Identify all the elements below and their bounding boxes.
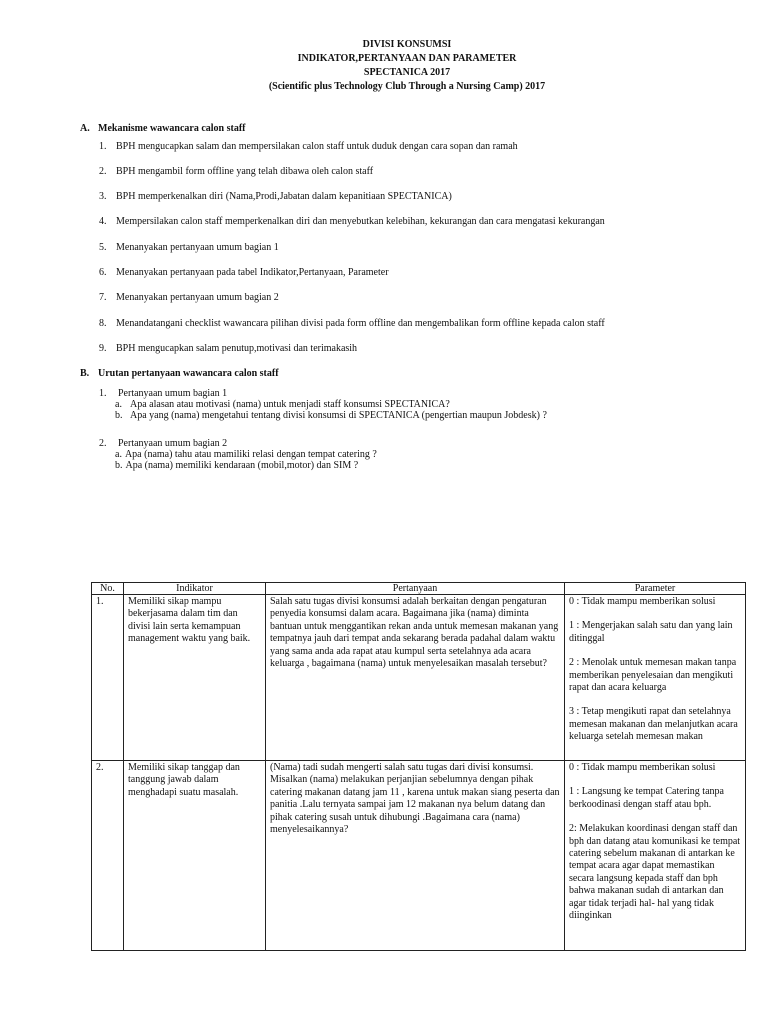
indicator-table [91, 582, 746, 951]
question-group [99, 438, 377, 471]
parameter-item: 2: Melakukan koordinasi dengan staff dan bph dan datang atau komunikasi ke tempat catering sebelum makanan di antarkan ke tempat acara agar dapat memastikan secara langsung kepada staff dan bph bahwa makanan sudah di antarkan dan agar tidak terjadi hal- hal yang tidak diinginkan [569, 823, 741, 922]
list-item [99, 191, 452, 203]
question-text: Apa yang (nama) mengetahui tentang divisi konsumsi di SPECTANICA (pengertian maupun Jobdesk) ? [130, 410, 547, 421]
list-item-text: Mempersilakan calon staff memperkenalkan diri dan menyebutkan kelebihan, kekurangan dan cara mengatasi kekurangan [116, 216, 605, 227]
list-item [99, 166, 373, 178]
header-line-2: INDIKATOR,PERTANYAAN DAN PARAMETER [297, 53, 517, 64]
list-item-text: Menanyakan pertanyaan pada tabel Indikator,Pertanyaan, Parameter [116, 267, 389, 278]
list-item-text: Menandatangani checklist wawancara pilihan divisi pada form offline dan mengembalikan form offline kepada calon staff [116, 318, 605, 329]
question-mark: a. [115, 399, 122, 410]
list-item-number: 1. [99, 141, 107, 152]
document-header [0, 38, 768, 94]
list-item-number: 8. [99, 318, 107, 329]
list-item-text: BPH mengambil form offline yang telah dibawa oleh calon staff [116, 166, 374, 177]
list-item-text: BPH memperkenalkan diri (Nama,Prodi,Jabatan dalam kepanitiaan SPECTANICA) [116, 191, 452, 202]
cell-indikator: Memiliki sikap mampu bekerjasama dalam tim dan divisi lain serta kemampuan management waktu yang baik. [124, 595, 266, 761]
header-line-4: (Scientific plus Technology Club Through a Nursing Camp) 2017 [268, 81, 546, 92]
parameter-item: 0 : Tidak mampu memberikan solusi [569, 762, 716, 773]
list-item-text: Menanyakan pertanyaan umum bagian 1 [116, 242, 279, 253]
cell-indikator: Memiliki sikap tanggap dan tanggung jawab dalam menghadapi suatu masalah. [124, 761, 266, 951]
question-item [115, 460, 377, 471]
section-b-title-text: Urutan pertanyaan wawancara calon staff [98, 368, 279, 379]
section-a-letter: A. [80, 123, 90, 134]
column-header-no: No. [92, 583, 124, 595]
column-header-indikator: Indikator [124, 583, 266, 595]
question-group-label: Pertanyaan umum bagian 2 [118, 438, 228, 449]
question-item [115, 410, 547, 421]
parameter-item: 1 : Langsung ke tempat Catering tanpa berkoodinasi dengan staff atau bph. [569, 786, 724, 810]
table-header-row [92, 583, 746, 595]
list-item [99, 343, 357, 355]
table-row [92, 761, 746, 951]
list-item-number: 5. [99, 242, 107, 253]
list-item-text: Menanyakan pertanyaan umum bagian 2 [116, 292, 279, 303]
question-paragraph: (Nama) tadi sudah mengerti salah satu tugas dari divisi konsumsi. [270, 762, 534, 773]
list-item [99, 141, 518, 153]
question-text: Apa (nama) memiliki kendaraan (mobil,motor) dan SIM ? [125, 460, 359, 471]
table-row [92, 595, 746, 761]
list-item [99, 267, 389, 279]
question-group [99, 388, 547, 421]
cell-pertanyaan: Salah satu tugas divisi konsumsi adalah berkaitan dengan pengaturan penyedia konsumsi dalam acara. Bagaimana jika (nama) diminta bantuan untuk menggantikan rekan anda untuk memesan makanan yang tempatnya jauh dari tempat anda sekarang berada padahal dalam waktu yang sama anda ada rapat atau kumpul serta setelahnya ada acara keluarga , bagaimana (nama) untuk menyelesaikan masalah tersebut? [266, 595, 565, 761]
question-group-label: Pertanyaan umum bagian 1 [118, 388, 228, 399]
cell-parameter [565, 761, 746, 951]
cell-no: 2. [92, 761, 124, 951]
section-b-title [80, 368, 279, 380]
question-mark: b. [115, 460, 123, 471]
parameter-item: 0 : Tidak mampu memberikan solusi [569, 596, 716, 607]
section-b-letter: B. [80, 368, 90, 379]
list-item [99, 318, 605, 330]
cell-parameter [565, 595, 746, 761]
parameter-item: 3 : Tetap mengikuti rapat dan setelahnya memesan makanan dan melanjutkan acara keluarga setelah memesan makan [569, 706, 738, 743]
list-item-number: 6. [99, 267, 107, 278]
list-item-text: BPH mengucapkan salam penutup,motivasi dan terimakasih [116, 343, 358, 354]
list-item-number: 4. [99, 216, 107, 227]
cell-pertanyaan [266, 761, 565, 951]
list-item-number: 9. [99, 343, 107, 354]
parameter-item: 1 : Mengerjakan salah satu dan yang lain ditinggal [569, 620, 733, 644]
list-item-number: 3. [99, 191, 107, 202]
question-mark: a. [115, 449, 122, 460]
list-item [99, 292, 279, 304]
question-text: Apa alasan atau motivasi (nama) untuk menjadi staff konsumsi SPECTANICA? [130, 399, 450, 410]
section-a-title [80, 123, 245, 135]
list-item [99, 242, 279, 254]
header-line-1: DIVISI KONSUMSI [362, 39, 452, 50]
question-text: Apa (nama) tahu atau mamiliki relasi dengan tempat catering ? [124, 449, 377, 460]
list-item [99, 216, 605, 228]
question-mark: b. [115, 410, 123, 421]
list-item-number: 7. [99, 292, 107, 303]
list-item-text: BPH mengucapkan salam dan mempersilakan calon staff untuk duduk dengan cara sopan dan ramah [116, 141, 518, 152]
question-group-number: 1. [99, 388, 107, 399]
column-header-pertanyaan: Pertanyaan [266, 583, 565, 595]
question-group-number: 2. [99, 438, 107, 449]
header-line-3: SPECTANICA 2017 [363, 67, 451, 78]
list-item-number: 2. [99, 166, 107, 177]
column-header-parameter: Parameter [565, 583, 746, 595]
question-item [115, 399, 547, 410]
parameter-item: 2 : Menolak untuk memesan makan tanpa memberikan penyelesaian dan mengikuti rapat dan acara keluarga [569, 657, 737, 694]
section-a-title-text: Mekanisme wawancara calon staff [98, 123, 246, 134]
question-paragraph: Misalkan (nama) melakukan perjanjian sebelumnya dengan pihak catering makanan datang jam 11 , karena untuk makan siang peserta dan panitia .Lalu ternyata sampai jam 12 makanan nya belum datang dan pihak catering susah untuk dihubungi .Bagaimana cara (nama) menyelesaikannya? [270, 774, 560, 836]
question-item [115, 449, 377, 460]
cell-no: 1. [92, 595, 124, 761]
